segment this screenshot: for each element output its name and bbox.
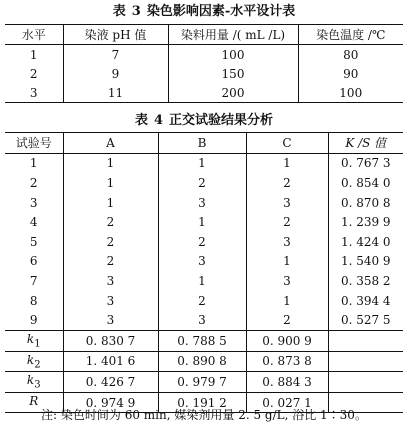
table4-cell: 0. 527 5 bbox=[340, 313, 391, 328]
summary-cell: 0. 873 8 bbox=[246, 351, 328, 372]
summary-cell: 0. 027 1 bbox=[246, 392, 328, 413]
table4-cell: 3 bbox=[63, 271, 158, 291]
table3-cell: 7 bbox=[63, 45, 168, 65]
table-row bbox=[5, 193, 403, 213]
summary-label-cell bbox=[5, 330, 63, 351]
table-row bbox=[5, 153, 403, 173]
summary-cell bbox=[328, 351, 403, 372]
table4-cell: 1 bbox=[63, 193, 158, 213]
table4-cell: 2 bbox=[246, 212, 328, 232]
summary-cell: 0. 426 7 bbox=[63, 372, 158, 393]
table3-header: 染料用量 /( mL /L) bbox=[168, 25, 298, 45]
table-row bbox=[5, 64, 403, 83]
table4-cell: 3 bbox=[158, 193, 246, 213]
table4-cell: 1. 239 9 bbox=[340, 215, 391, 230]
table-row bbox=[5, 271, 403, 291]
summary-cell bbox=[328, 372, 403, 393]
table4-cell: 1 bbox=[158, 212, 246, 232]
table4-number: 4 bbox=[153, 113, 164, 128]
table3-header: 染色温度 /℃ bbox=[316, 28, 386, 42]
table3-caption bbox=[0, 4, 408, 20]
table4-cell: 3 bbox=[246, 271, 328, 291]
table4-cell: 2 bbox=[63, 212, 158, 232]
table4-title: 正交试验结果分析 bbox=[169, 113, 274, 128]
table4-header-row bbox=[5, 133, 403, 154]
table4-cell: 1 bbox=[158, 153, 246, 173]
summary-label: k bbox=[26, 332, 35, 347]
summary-cell: 0. 974 9 bbox=[63, 392, 158, 413]
table3-cell: 200 bbox=[168, 83, 298, 103]
table4-cell: 1 bbox=[63, 153, 158, 173]
summary-cell: 0. 890 8 bbox=[158, 351, 246, 372]
summary-cell: 0. 900 9 bbox=[246, 330, 328, 351]
summary-label-subscript: 2 bbox=[34, 359, 41, 371]
summary-cell bbox=[328, 330, 403, 351]
table3-cell: 3 bbox=[5, 83, 63, 103]
table-row bbox=[5, 291, 403, 311]
table3-cell: 150 bbox=[168, 64, 298, 83]
table4-cell: 1. 424 0 bbox=[340, 234, 391, 249]
table4-cell: 3 bbox=[63, 310, 158, 330]
table4-body bbox=[5, 153, 403, 413]
summary-cell: 0. 884 3 bbox=[246, 372, 328, 393]
table3-title: 染色影响因素-水平设计表 bbox=[146, 4, 296, 19]
table4-cell: 5 bbox=[5, 232, 63, 252]
summary-label: k bbox=[26, 373, 35, 388]
table4-cell: 3 bbox=[5, 193, 63, 213]
table3-number: 3 bbox=[131, 4, 141, 19]
summary-row bbox=[5, 372, 403, 393]
table3-cell: 1 bbox=[5, 45, 63, 65]
table4-cell: 0. 394 4 bbox=[340, 293, 391, 308]
table4-cell: 1. 540 9 bbox=[340, 254, 391, 269]
summary-row bbox=[5, 351, 403, 372]
table4-cell: 9 bbox=[5, 310, 63, 330]
table-row bbox=[5, 212, 403, 232]
table4-cell: 1 bbox=[246, 252, 328, 272]
summary-cell: 0. 979 7 bbox=[158, 372, 246, 393]
summary-label-cell bbox=[5, 351, 63, 372]
table4-cell: 3 bbox=[158, 310, 246, 330]
summary-label: R bbox=[29, 393, 39, 408]
table-row bbox=[5, 45, 403, 65]
table4-cell: 2 bbox=[5, 173, 63, 193]
table4-cell: 0. 767 3 bbox=[340, 156, 391, 171]
table4-cell: 3 bbox=[158, 252, 246, 272]
table4 bbox=[5, 132, 403, 413]
table3-cell: 100 bbox=[339, 85, 363, 100]
table3-label: 表 bbox=[112, 4, 126, 19]
table4-header: A bbox=[63, 133, 158, 154]
summary-label-cell bbox=[5, 372, 63, 393]
table3-cell: 11 bbox=[63, 83, 168, 103]
table4-cell: 0. 854 0 bbox=[340, 175, 391, 190]
table-row bbox=[5, 252, 403, 272]
table3-cell: 100 bbox=[168, 45, 298, 65]
summary-label-subscript: 1 bbox=[34, 338, 41, 350]
table3-body bbox=[5, 45, 403, 103]
table4-cell: 3 bbox=[246, 232, 328, 252]
summary-label-subscript: 3 bbox=[34, 379, 41, 391]
summary-cell: 0. 830 7 bbox=[63, 330, 158, 351]
table4-caption bbox=[0, 113, 408, 129]
table3-header: 染液 pH 值 bbox=[63, 25, 168, 45]
table4-cell: 4 bbox=[5, 212, 63, 232]
table3-header-row bbox=[5, 25, 403, 45]
table4-cell: 1 bbox=[63, 173, 158, 193]
table4-cell: 7 bbox=[5, 271, 63, 291]
table4-cell: 1 bbox=[246, 291, 328, 311]
summary-cell: 1. 401 6 bbox=[63, 351, 158, 372]
table3-cell: 2 bbox=[5, 64, 63, 83]
table-footnote: 注: 染色时间为 60 min, 媒染剂用量 2. 5 g/L, 浴比 1∶30。 bbox=[41, 408, 367, 422]
table4-cell: 3 bbox=[246, 193, 328, 213]
summary-label: k bbox=[26, 352, 35, 367]
table3 bbox=[5, 24, 403, 103]
table4-cell: 2 bbox=[158, 232, 246, 252]
table4-cell: 0. 870 8 bbox=[340, 195, 391, 210]
table3-header: 水平 bbox=[5, 25, 63, 45]
table4-cell: 1 bbox=[5, 153, 63, 173]
table4-cell: 6 bbox=[5, 252, 63, 272]
table4-header: B bbox=[158, 133, 246, 154]
table-row bbox=[5, 83, 403, 103]
table4-cell: 2 bbox=[158, 291, 246, 311]
table4-header: K /S 值 bbox=[345, 136, 387, 151]
summary-row bbox=[5, 330, 403, 351]
table3-cell: 9 bbox=[63, 64, 168, 83]
table4-label: 表 bbox=[134, 113, 148, 128]
table4-cell: 1 bbox=[246, 153, 328, 173]
table4-header: C bbox=[246, 133, 328, 154]
table-row bbox=[5, 310, 403, 330]
table-row bbox=[5, 173, 403, 193]
table3-cell: 80 bbox=[343, 47, 359, 62]
table4-cell: 2 bbox=[246, 173, 328, 193]
table4-cell: 3 bbox=[63, 291, 158, 311]
table3-cell: 90 bbox=[343, 66, 359, 81]
table4-cell: 2 bbox=[63, 252, 158, 272]
table4-cell: 0. 358 2 bbox=[340, 273, 391, 288]
table4-cell: 2 bbox=[63, 232, 158, 252]
table4-cell: 8 bbox=[5, 291, 63, 311]
table4-cell: 1 bbox=[158, 271, 246, 291]
table4-header: 试验号 bbox=[5, 133, 63, 154]
summary-cell: 0. 191 2 bbox=[158, 392, 246, 413]
table-row bbox=[5, 232, 403, 252]
table4-cell: 2 bbox=[158, 173, 246, 193]
table4-cell: 2 bbox=[246, 310, 328, 330]
summary-cell: 0. 788 5 bbox=[158, 330, 246, 351]
